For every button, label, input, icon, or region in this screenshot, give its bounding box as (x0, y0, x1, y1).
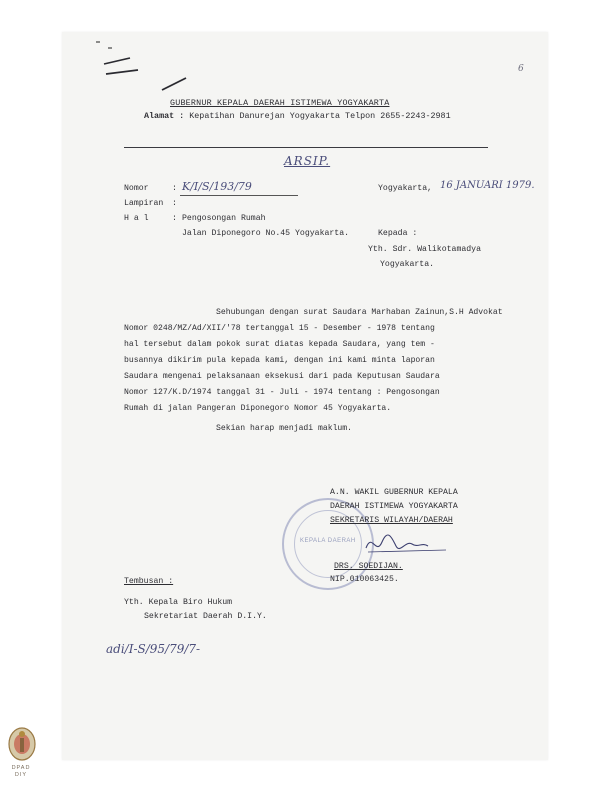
nomor-value: K/I/S/193/79 (182, 180, 252, 193)
nomor-colon: : (172, 184, 177, 193)
handwritten-signature (362, 530, 452, 558)
body-line-6: Nomor 127/K.D/1974 tanggal 31 - Juli - 1974 tentang : Pengosongan (124, 388, 440, 397)
document-page (62, 32, 548, 760)
signature-line-2: DAERAH ISTIMEWA YOGYAKARTA (330, 502, 458, 511)
hal-line-1: Pengosongan Rumah (182, 214, 266, 223)
nomor-underline (180, 195, 298, 196)
recipient-line-2: Yogyakarta. (380, 260, 435, 269)
body-line-2: Nomor 0248/MZ/Ad/XII/'78 tertanggal 15 - Desember - 1978 tentang (124, 324, 435, 333)
recipient-line-1: Yth. Sdr. Walikotamadya (368, 245, 482, 254)
tembusan-line-1: Yth. Kepala Biro Hukum (124, 598, 233, 607)
header-divider (124, 147, 488, 148)
archive-handwritten-mark: ARSIP. (284, 154, 331, 168)
signature-line-1: A.N. WAKIL GUBERNUR KEPALA (330, 488, 458, 497)
letterhead-address (144, 111, 451, 121)
hal-line-2: Jalan Diponegoro No.45 Yogyakarta. (182, 229, 350, 238)
pen-marks-decoration (62, 32, 202, 102)
letterhead-title: GUBERNUR KEPALA DAERAH ISTIMEWA YOGYAKARTA (170, 98, 390, 108)
tembusan-line-2: Sekretariat Daerah D.I.Y. (144, 612, 267, 621)
place-label: Yogyakarta, (378, 184, 433, 193)
hal-label: H a l (124, 214, 149, 223)
address-value: Kepatihan Danurejan Yogyakarta Telpon 2655-2243-2981 (189, 111, 451, 121)
signature-line-3: SEKRETARIS WILAYAH/DAERAH (330, 516, 453, 525)
stamp-text: KEPALA DAERAH (300, 538, 356, 544)
nomor-label: Nomor (124, 184, 149, 193)
body-line-3: hal tersebut dalam pokok surat diatas kepada Saudara, yang tem - (124, 340, 435, 349)
body-line-1: Sehubungan dengan surat Saudara Marhaban Zainun,S.H Advokat (216, 308, 503, 317)
recipient-kepada: Kepada : (378, 229, 418, 238)
hal-colon: : (172, 214, 177, 223)
address-label: Alamat : (144, 111, 185, 121)
page-mark: 6 (518, 64, 524, 74)
body-line-5: Saudara mengenai pelaksanaan eksekusi dari pada Keputusan Saudara (124, 372, 440, 381)
tembusan-label: Tembusan : (124, 577, 174, 586)
archive-logo-text: DPAD DIY (11, 765, 31, 778)
signatory-name: DRS. SOEDIJAN. (334, 562, 403, 571)
body-line-7: Rumah di jalan Pangeran Diponegoro Nomor 45 Yogyakarta. (124, 404, 392, 413)
letter-date: 16 JANUARI 1979. (440, 180, 535, 191)
lampiran-colon: : (172, 199, 177, 208)
handwritten-reference: adi/I-S/95/79/7- (106, 642, 201, 656)
lampiran-label: Lampiran (124, 199, 164, 208)
body-closing: Sekian harap menjadi maklum. (216, 424, 352, 433)
signatory-nip: NIP.010063425. (330, 575, 399, 584)
body-line-4: busannya dikirim pula kepada kami, dengan ini kami minta laporan (124, 356, 435, 365)
